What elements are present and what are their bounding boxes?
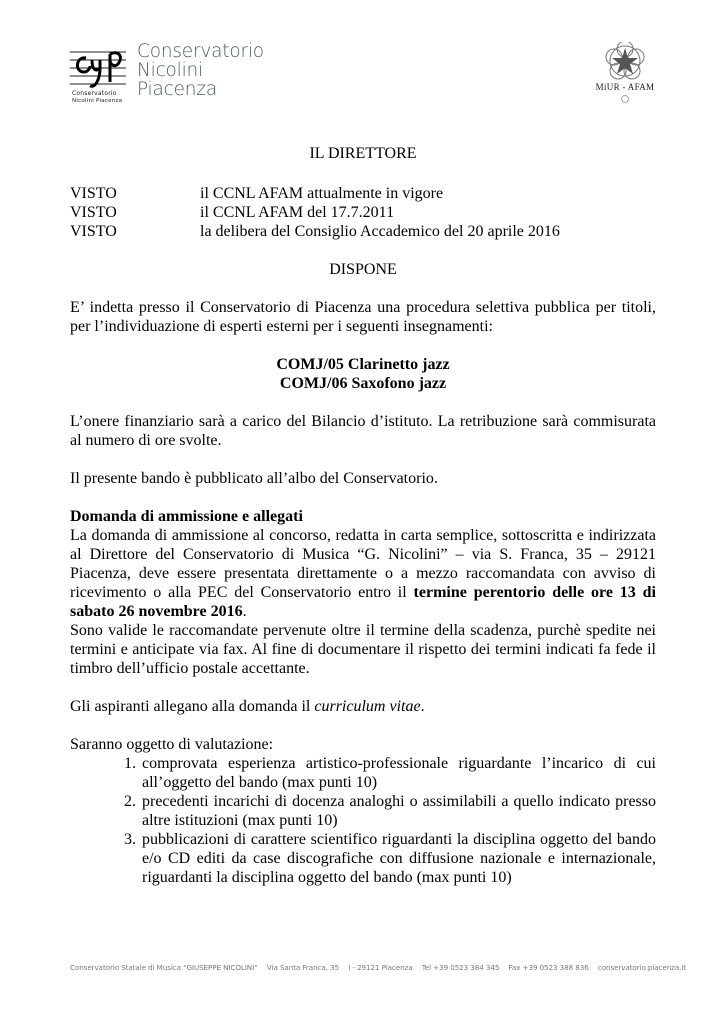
dispone-heading: DISPONE	[329, 261, 397, 278]
criterion-item: 1. comprovata esperienza artistico-professionale riguardante l’incarico di cui all’oggetto del bando (max punti 10)	[140, 754, 656, 792]
logo-small-line2: Nicolini Piacenza	[72, 98, 123, 104]
visto-key: VISTO	[70, 185, 117, 202]
visto-row	[70, 203, 656, 222]
logo-wordmark	[137, 42, 264, 99]
document-title: IL DIRETTORE	[309, 145, 417, 162]
republic-emblem-icon	[621, 95, 629, 103]
logo-word-2: Nicolini	[137, 60, 204, 81]
visto-value: il CCNL AFAM del 17.7.2011	[200, 204, 395, 221]
intro-paragraph: E’ indetta presso il Conservatorio di Piacenza una procedura selettiva pubblica per titoli, per l’individuazione di esperti esterni per i seguenti insegnamenti:	[70, 299, 656, 335]
cv-italic: curriculum vitae	[314, 698, 421, 715]
application-text: La domanda di ammissione al concorso, redatta in carta semplice, sottoscritta e indirizzata al Direttore del Conservatorio di Musica “G. Nicolini” – via S. Franca, 35 – 29121 Piacenza, deve essere presentata direttamente o a mezzo raccomandata con avviso di ricevimento o alla PEC del Conservatorio entro il	[70, 527, 656, 601]
visto-value: la delibera del Consiglio Accademico del 20 aprile 2016	[200, 223, 560, 240]
conservatorio-logo	[70, 42, 270, 106]
financing-paragraph: L’onere finanziario sarà a carico del Bilancio d’istituto. La retribuzione sarà commisurata al numero di ore svolte.	[70, 413, 656, 449]
footer-address: Via Santa Franca, 35	[266, 963, 339, 972]
miur-afam-logo	[590, 42, 660, 112]
course-item: COMJ/05 Clarinetto jazz	[276, 356, 450, 373]
visto-list	[70, 184, 656, 241]
application-deadline: termine perentorio delle ore 13 di sabato 26 novembre 2016	[70, 584, 656, 620]
logo-word-3: Piacenza	[137, 79, 217, 100]
validity-paragraph: Sono valide le raccomandate pervenute oltre il termine della scadenza, purchè spedite nei termini e anticipate via fax. Al fine di documentare il rispetto dei termini indicati fa fede il timbro dell’ufficio postale accettante.	[70, 622, 656, 677]
footer-fax: Fax +39 0523 388 836	[508, 963, 589, 972]
criterion-item: 2. precedenti incarichi di docenza analoghi o assimilabili a quello indicato presso altre istituzioni (max punti 10)	[140, 792, 656, 830]
cv-text-end: .	[420, 698, 425, 715]
course-list	[70, 355, 656, 393]
application-heading: Domanda di ammissione e allegati	[70, 508, 303, 525]
criterion-item: 3. pubblicazioni di carattere scientifico riguardanti la disciplina oggetto del bando e/o CD editi da case discografiche con diffusione nazionale e internazionale, riguardanti la disciplina oggetto del bando (max punti 10)	[140, 830, 656, 887]
footer-website: conservatorio.piacenza.it	[597, 963, 686, 972]
visto-key: VISTO	[70, 204, 117, 221]
evaluation-intro: Saranno oggetto di valutazione:	[70, 736, 274, 753]
logo-word-1: Conservatorio	[137, 41, 264, 62]
afam-star-icon	[605, 42, 645, 80]
visto-row	[70, 222, 656, 241]
course-item: COMJ/06 Saxofono jazz	[279, 375, 447, 392]
cv-text: Gli aspiranti allegano alla domanda il	[70, 698, 315, 715]
logo-small-line1: Conservatorio	[72, 90, 117, 97]
publication-paragraph: Il presente bando è pubblicato all’albo del Conservatorio.	[70, 470, 438, 487]
page-footer	[70, 963, 686, 972]
visto-key: VISTO	[70, 223, 117, 240]
footer-tel: Tel +39 0523 384 345	[421, 963, 500, 972]
evaluation-criteria-list	[70, 754, 656, 887]
document-body	[70, 140, 656, 887]
footer-city: I - 29121 Piacenza	[348, 963, 413, 972]
footer-institution: Conservatorio Statale di Musica “GIUSEPPE NICOLINI”	[70, 963, 258, 972]
application-text-end: .	[242, 603, 247, 620]
visto-value: il CCNL AFAM attualmente in vigore	[200, 185, 444, 202]
miur-afam-label: MiUR - AFAM	[595, 82, 655, 92]
application-paragraph	[70, 526, 656, 621]
visto-row	[70, 184, 656, 203]
cv-paragraph	[70, 697, 656, 716]
